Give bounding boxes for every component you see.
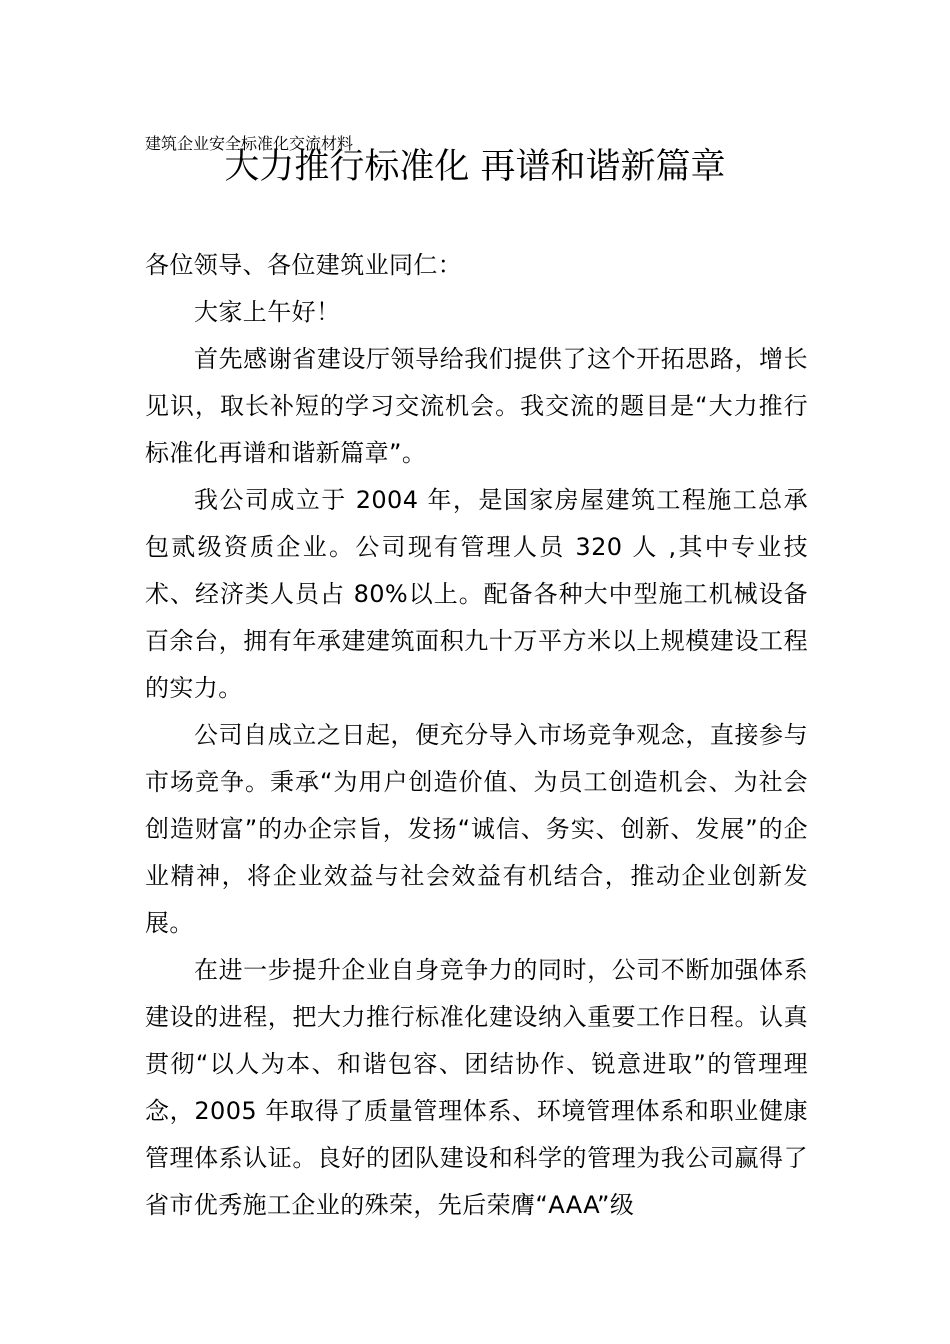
paragraph-system-building: 在进一步提升企业自身竞争力的同时，公司不断加强体系建设的进程，把大力推行标准化建设纳入重要工作日程。认真贯彻“以人为本、和谐包容、团结协作、锐意进取”的管理理念，2005 年取得了质量管理体系、环境管理体系和职业健康管理体系认证。良好的团队建设和科学的管理为我公司赢得了省市优秀施工企业的殊荣，先后荣膺“AAA”级 [145,956,808,1219]
paragraph-greeting: 大家上午好！ [194,298,341,326]
document-title: 大力推行标准化 再谱和谐新篇章 [224,147,726,187]
header-note: 建筑企业安全标准化交流材料 [145,134,354,153]
document-body [145,242,808,1229]
paragraph-market: 公司自成立之日起，便充分导入市场竞争观念，直接参与市场竞争。秉承“为用户创造价值、为员工创造机会、为社会创造财富”的办企宗旨，发扬“诚信、务实、创新、发展”的企业精神，将企业效益与社会效益有机结合，推动企业创新发展。 [145,721,808,937]
paragraph-company-intro: 我公司成立于 2004 年，是国家房屋建筑工程施工总承包贰级资质企业。公司现有管理人员 320 人 ,其中专业技术、经济类人员占 80%以上。配备各种大中型施工机械设备百余台，拥有年承建建筑面积九十万平方米以上规模建设工程的实力。 [145,486,808,702]
paragraph-thanks: 首先感谢省建设厅领导给我们提供了这个开拓思路，增长见识，取长补短的学习交流机会。我交流的题目是“大力推行标准化再谱和谐新篇章”。 [145,345,808,467]
salutation: 各位领导、各位建筑业同仁： [145,251,463,279]
